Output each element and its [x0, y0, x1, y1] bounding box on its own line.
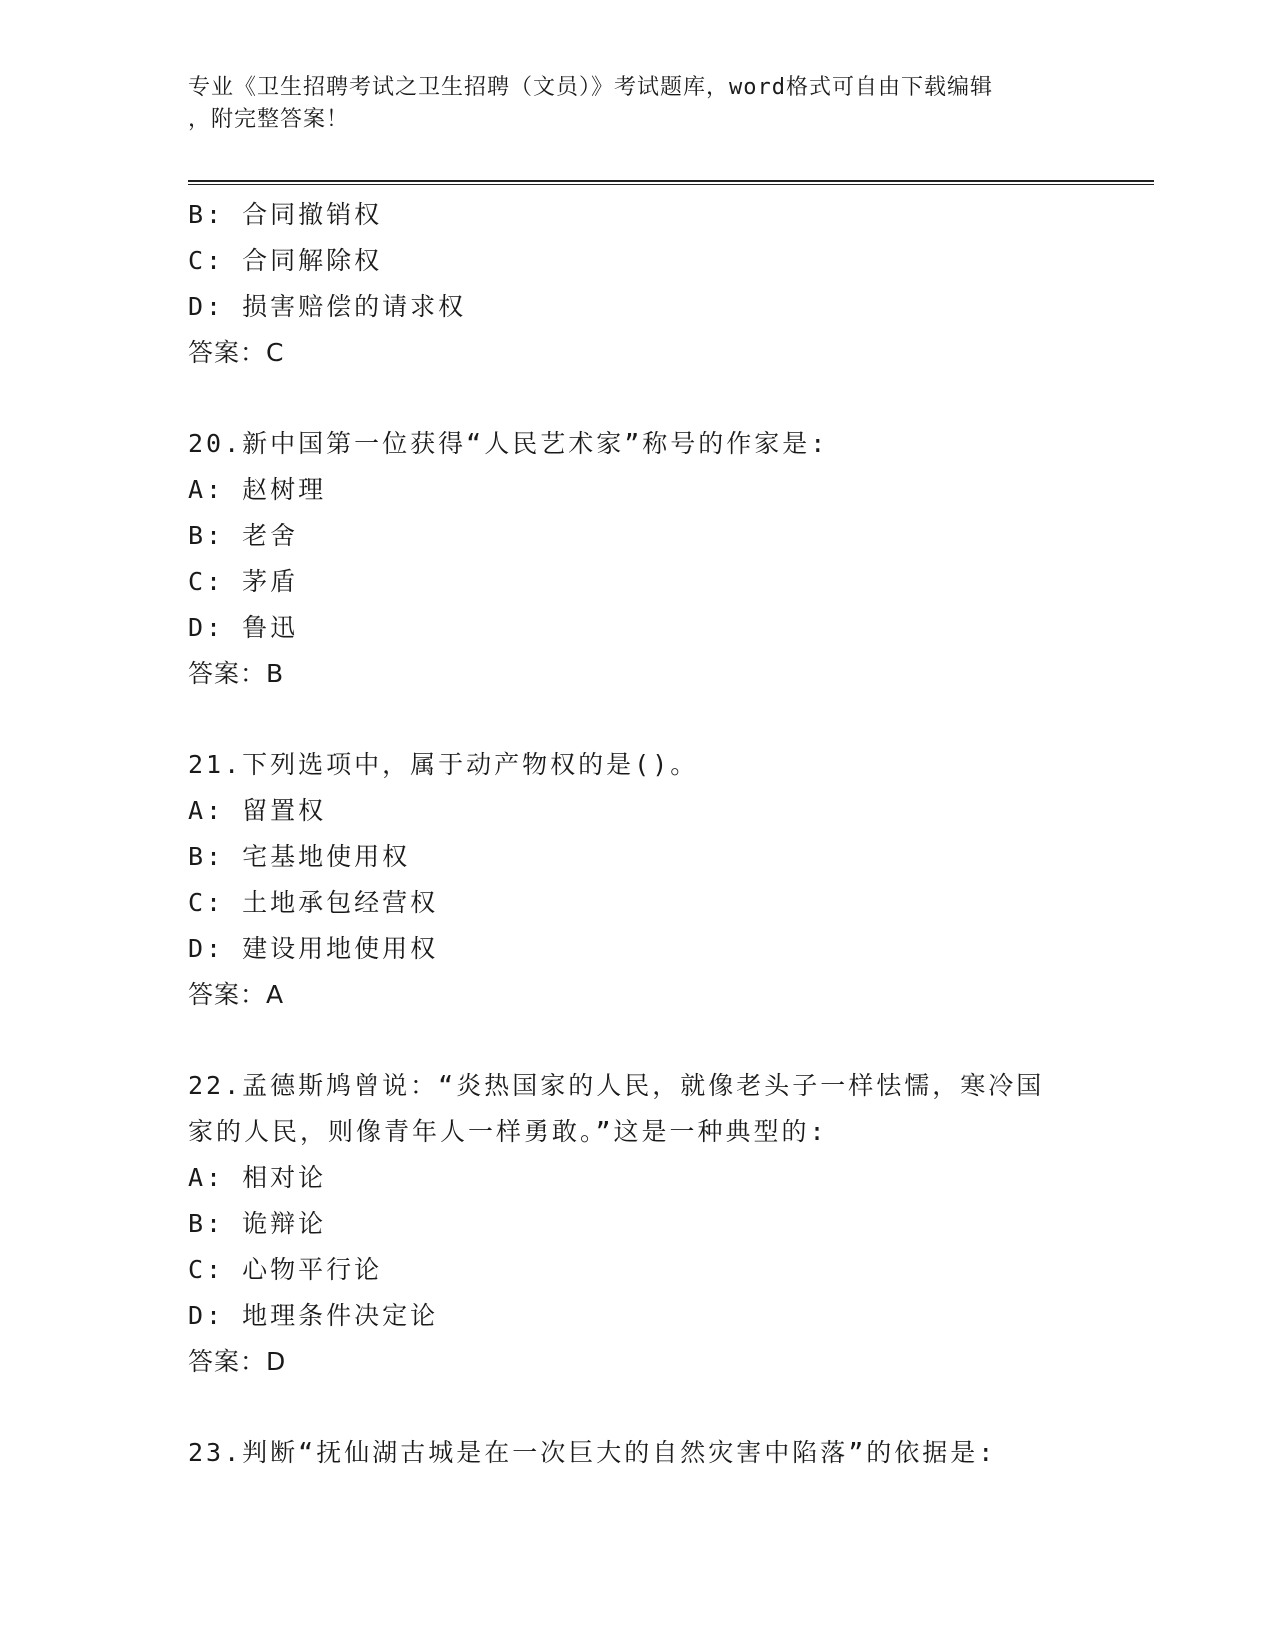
option-b: B: 诡辩论 [188, 1209, 327, 1238]
option-d: D: 鲁迅 [188, 613, 299, 642]
question-21 [188, 742, 1088, 1018]
question-stem: 20.新中国第一位获得“人民艺术家”称号的作家是: [188, 429, 829, 458]
spacer [188, 1018, 1088, 1063]
option-d: D: 损害赔偿的请求权 [188, 292, 467, 321]
question-19-tail [188, 192, 1088, 376]
answer-line: 答案：C [188, 338, 285, 367]
option-c: C: 心物平行论 [188, 1255, 383, 1284]
option-c: C: 土地承包经营权 [188, 888, 439, 917]
header-line-2: ，附完整答案！ [188, 107, 350, 132]
answer-line: 答案：B [188, 659, 285, 688]
header-line-1: 专业《卫生招聘考试之卫生招聘（文员）》考试题库，word格式可自由下载编辑 [188, 75, 993, 100]
question-list [188, 192, 1088, 1476]
question-23 [188, 1430, 1088, 1476]
spacer [188, 1385, 1088, 1430]
question-stem-line-1: 22.孟德斯鸠曾说：“炎热国家的人民，就像老头子一样怯懦，寒冷国 [188, 1071, 1045, 1100]
question-20 [188, 421, 1088, 697]
answer-line: 答案：A [188, 980, 285, 1009]
document-header [188, 72, 1088, 136]
option-c: C: 合同解除权 [188, 246, 383, 275]
option-d: D: 建设用地使用权 [188, 934, 439, 963]
option-b: B: 老舍 [188, 521, 299, 550]
option-d: D: 地理条件决定论 [188, 1301, 439, 1330]
question-22 [188, 1063, 1088, 1385]
option-b: B: 合同撤销权 [188, 200, 383, 229]
option-a: A: 相对论 [188, 1163, 327, 1192]
option-b: B: 宅基地使用权 [188, 842, 411, 871]
option-a: A: 赵树理 [188, 475, 327, 504]
option-c: C: 茅盾 [188, 567, 299, 596]
spacer [188, 376, 1088, 421]
header-divider-thick [188, 180, 1154, 182]
answer-line: 答案：D [188, 1347, 287, 1376]
spacer [188, 697, 1088, 742]
header-divider-thin [188, 184, 1154, 185]
option-a: A: 留置权 [188, 796, 327, 825]
question-stem-line-2: 家的人民，则像青年人一样勇敢。”这是一种典型的: [188, 1117, 828, 1146]
question-stem: 21.下列选项中，属于动产物权的是()。 [188, 750, 699, 779]
question-stem: 23.判断“抚仙湖古城是在一次巨大的自然灾害中陷落”的依据是: [188, 1438, 997, 1467]
